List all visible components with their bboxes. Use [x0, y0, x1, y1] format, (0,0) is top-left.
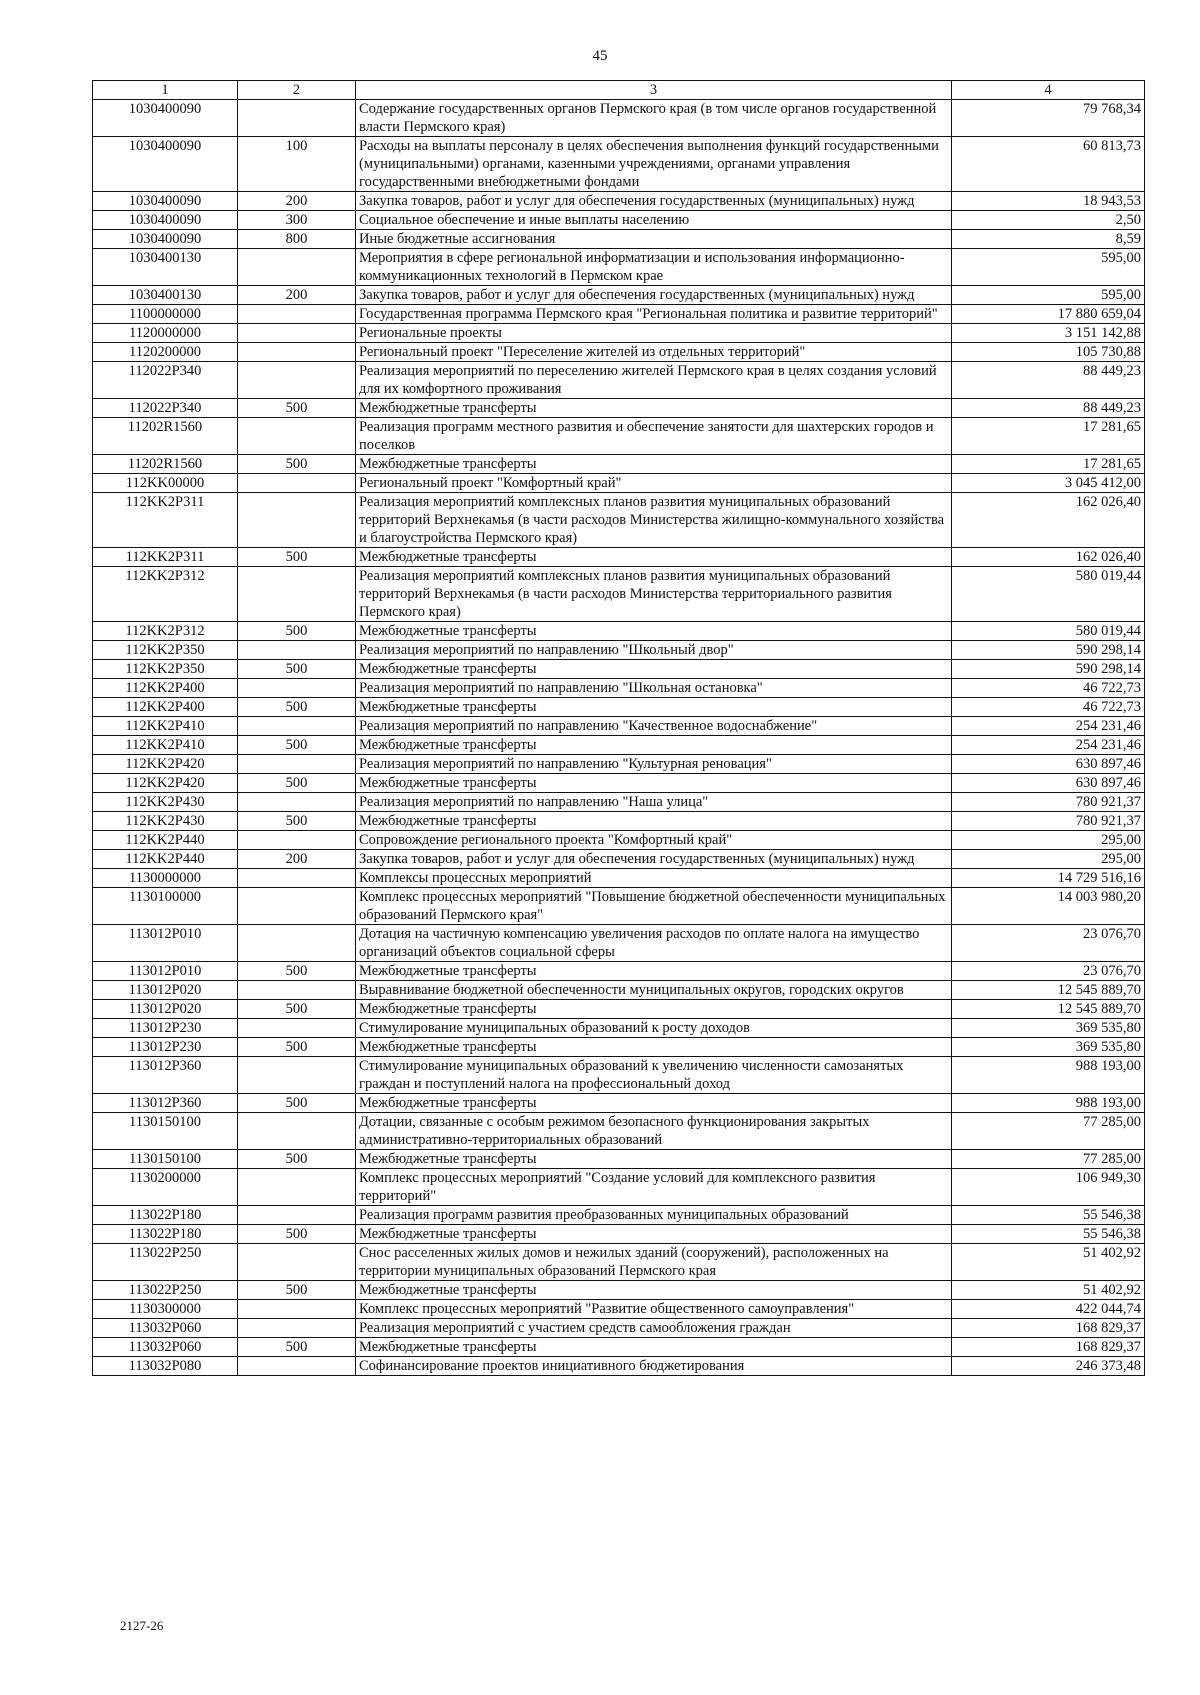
- row-amount: 79 768,34: [952, 100, 1145, 137]
- table-row: [93, 1150, 1145, 1169]
- row-expense-type: [238, 1357, 356, 1376]
- row-code: 1030400090: [93, 192, 238, 211]
- row-name: Реализация мероприятий по направлению "Школьный двор": [356, 641, 952, 660]
- row-amount: 3 151 142,88: [952, 324, 1145, 343]
- table-row: [93, 362, 1145, 399]
- row-expense-type: [238, 888, 356, 925]
- row-amount: 580 019,44: [952, 622, 1145, 641]
- table-row: [93, 660, 1145, 679]
- row-name: Закупка товаров, работ и услуг для обеспечения государственных (муниципальных) нужд: [356, 286, 952, 305]
- row-name: Межбюджетные трансферты: [356, 812, 952, 831]
- row-code: 112KK2P312: [93, 567, 238, 622]
- row-name: Межбюджетные трансферты: [356, 1150, 952, 1169]
- row-amount: 590 298,14: [952, 660, 1145, 679]
- table-row: [93, 493, 1145, 548]
- row-amount: 12 545 889,70: [952, 1000, 1145, 1019]
- row-name: Иные бюджетные ассигнования: [356, 230, 952, 249]
- table-row: [93, 831, 1145, 850]
- table-row: [93, 812, 1145, 831]
- row-name: Межбюджетные трансферты: [356, 1225, 952, 1244]
- row-name: Межбюджетные трансферты: [356, 1094, 952, 1113]
- table-row: [93, 100, 1145, 137]
- row-expense-type: 500: [238, 660, 356, 679]
- row-name: Межбюджетные трансферты: [356, 698, 952, 717]
- table-row: [93, 698, 1145, 717]
- row-expense-type: 500: [238, 1281, 356, 1300]
- row-expense-type: [238, 324, 356, 343]
- table-row: [93, 455, 1145, 474]
- row-expense-type: 200: [238, 286, 356, 305]
- row-name: Реализация мероприятий по направлению "Культурная реновация": [356, 755, 952, 774]
- row-code: 112KK2P400: [93, 679, 238, 698]
- row-expense-type: [238, 831, 356, 850]
- table-row: [93, 137, 1145, 192]
- table-row: [93, 774, 1145, 793]
- table-row: [93, 1357, 1145, 1376]
- row-code: 11202R1560: [93, 455, 238, 474]
- row-expense-type: 500: [238, 1094, 356, 1113]
- row-expense-type: [238, 493, 356, 548]
- table-row: [93, 474, 1145, 493]
- row-name: Комплекс процессных мероприятий "Создание условий для комплексного развития территорий": [356, 1169, 952, 1206]
- row-expense-type: [238, 793, 356, 812]
- table-row: [93, 286, 1145, 305]
- row-name: Дотация на частичную компенсацию увеличения расходов по оплате налога на имущество организаций объектов социальной сферы: [356, 925, 952, 962]
- document-code: 2127-26: [120, 1618, 164, 1633]
- header-col-3: 3: [356, 81, 952, 100]
- table-row: [93, 324, 1145, 343]
- row-name: Стимулирование муниципальных образований к увеличению численности самозанятых граждан и поступлений налога на профессиональный доход: [356, 1057, 952, 1094]
- row-amount: 369 535,80: [952, 1038, 1145, 1057]
- row-amount: 590 298,14: [952, 641, 1145, 660]
- row-amount: 295,00: [952, 850, 1145, 869]
- row-code: 112KK2P420: [93, 755, 238, 774]
- header-col-4: 4: [952, 81, 1145, 100]
- row-amount: 780 921,37: [952, 812, 1145, 831]
- row-expense-type: 500: [238, 399, 356, 418]
- row-amount: 595,00: [952, 286, 1145, 305]
- row-code: 1030400130: [93, 286, 238, 305]
- row-expense-type: 500: [238, 455, 356, 474]
- row-expense-type: [238, 755, 356, 774]
- row-expense-type: 500: [238, 548, 356, 567]
- row-amount: 254 231,46: [952, 736, 1145, 755]
- row-amount: 17 281,65: [952, 418, 1145, 455]
- row-code: 113032P080: [93, 1357, 238, 1376]
- row-amount: 88 449,23: [952, 399, 1145, 418]
- row-code: 112KK2P410: [93, 717, 238, 736]
- row-code: 112KK00000: [93, 474, 238, 493]
- row-code: 112022P340: [93, 362, 238, 399]
- row-expense-type: [238, 305, 356, 324]
- row-amount: 77 285,00: [952, 1113, 1145, 1150]
- row-code: 113012P360: [93, 1094, 238, 1113]
- row-expense-type: [238, 1319, 356, 1338]
- row-expense-type: 500: [238, 1150, 356, 1169]
- table-row: [93, 962, 1145, 981]
- row-code: 113032P060: [93, 1338, 238, 1357]
- row-amount: 295,00: [952, 831, 1145, 850]
- row-expense-type: 500: [238, 1000, 356, 1019]
- row-expense-type: [238, 925, 356, 962]
- row-amount: 8,59: [952, 230, 1145, 249]
- row-code: 1130150100: [93, 1150, 238, 1169]
- row-code: 113012P360: [93, 1057, 238, 1094]
- row-code: 112KK2P350: [93, 660, 238, 679]
- header-col-2: 2: [238, 81, 356, 100]
- row-code: 1030400090: [93, 211, 238, 230]
- row-code: 113012P010: [93, 925, 238, 962]
- row-name: Межбюджетные трансферты: [356, 736, 952, 755]
- row-amount: 168 829,37: [952, 1338, 1145, 1357]
- table-row: [93, 1057, 1145, 1094]
- table-row: [93, 1113, 1145, 1150]
- table-row: [93, 418, 1145, 455]
- row-code: 1100000000: [93, 305, 238, 324]
- table-row: [93, 1281, 1145, 1300]
- row-expense-type: 100: [238, 137, 356, 192]
- row-expense-type: [238, 641, 356, 660]
- row-code: 1130300000: [93, 1300, 238, 1319]
- row-amount: 162 026,40: [952, 493, 1145, 548]
- row-amount: 105 730,88: [952, 343, 1145, 362]
- row-name: Региональный проект "Переселение жителей из отдельных территорий": [356, 343, 952, 362]
- table-row: [93, 305, 1145, 324]
- table-row: [93, 717, 1145, 736]
- row-expense-type: 200: [238, 850, 356, 869]
- row-amount: 369 535,80: [952, 1019, 1145, 1038]
- row-expense-type: [238, 679, 356, 698]
- row-amount: 46 722,73: [952, 679, 1145, 698]
- row-expense-type: 500: [238, 812, 356, 831]
- row-amount: 246 373,48: [952, 1357, 1145, 1376]
- row-name: Софинансирование проектов инициативного бюджетирования: [356, 1357, 952, 1376]
- row-name: Межбюджетные трансферты: [356, 548, 952, 567]
- table-row: [93, 1319, 1145, 1338]
- row-expense-type: 800: [238, 230, 356, 249]
- row-code: 112KK2P440: [93, 831, 238, 850]
- row-code: 113012P020: [93, 981, 238, 1000]
- row-code: 112KK2P430: [93, 793, 238, 812]
- row-code: 1130100000: [93, 888, 238, 925]
- table-row: [93, 1038, 1145, 1057]
- row-name: Межбюджетные трансферты: [356, 1038, 952, 1057]
- row-name: Снос расселенных жилых домов и нежилых зданий (сооружений), расположенных на территории муниципальных образований Пермского края: [356, 1244, 952, 1281]
- row-code: 112KK2P400: [93, 698, 238, 717]
- row-amount: 23 076,70: [952, 925, 1145, 962]
- row-code: 113022P180: [93, 1206, 238, 1225]
- row-code: 1030400090: [93, 230, 238, 249]
- row-code: 112KK2P430: [93, 812, 238, 831]
- row-code: 1130200000: [93, 1169, 238, 1206]
- row-expense-type: 500: [238, 1225, 356, 1244]
- row-amount: 55 546,38: [952, 1206, 1145, 1225]
- row-expense-type: [238, 474, 356, 493]
- table-body: [93, 100, 1145, 1376]
- row-name: Сопровождение регионального проекта "Комфортный край": [356, 831, 952, 850]
- row-code: 1030400090: [93, 100, 238, 137]
- row-code: 112KK2P311: [93, 548, 238, 567]
- row-name: Выравнивание бюджетной обеспеченности муниципальных округов, городских округов: [356, 981, 952, 1000]
- row-expense-type: 500: [238, 774, 356, 793]
- row-expense-type: [238, 717, 356, 736]
- row-amount: 106 949,30: [952, 1169, 1145, 1206]
- row-expense-type: [238, 1169, 356, 1206]
- row-amount: 55 546,38: [952, 1225, 1145, 1244]
- row-amount: 630 897,46: [952, 774, 1145, 793]
- table-row: [93, 1244, 1145, 1281]
- table-row: [93, 1300, 1145, 1319]
- row-name: Содержание государственных органов Пермского края (в том числе органов государственной власти Пермского края): [356, 100, 952, 137]
- row-amount: 595,00: [952, 249, 1145, 286]
- row-code: 112KK2P420: [93, 774, 238, 793]
- row-amount: 580 019,44: [952, 567, 1145, 622]
- row-amount: 18 943,53: [952, 192, 1145, 211]
- row-expense-type: 500: [238, 1338, 356, 1357]
- row-expense-type: [238, 1019, 356, 1038]
- row-code: 1130000000: [93, 869, 238, 888]
- row-name: Государственная программа Пермского края "Региональная политика и развитие территорий": [356, 305, 952, 324]
- row-amount: 3 045 412,00: [952, 474, 1145, 493]
- row-name: Реализация программ развития преобразованных муниципальных образований: [356, 1206, 952, 1225]
- row-amount: 630 897,46: [952, 755, 1145, 774]
- table-row: [93, 793, 1145, 812]
- table-row: [93, 1000, 1145, 1019]
- row-amount: 60 813,73: [952, 137, 1145, 192]
- table-row: [93, 869, 1145, 888]
- row-name: Закупка товаров, работ и услуг для обеспечения государственных (муниципальных) нужд: [356, 850, 952, 869]
- table-row: [93, 981, 1145, 1000]
- row-code: 1120200000: [93, 343, 238, 362]
- row-name: Реализация мероприятий по переселению жителей Пермского края в целях создания условий для их комфортного проживания: [356, 362, 952, 399]
- row-code: 113022P250: [93, 1281, 238, 1300]
- row-name: Межбюджетные трансферты: [356, 622, 952, 641]
- row-expense-type: [238, 981, 356, 1000]
- row-expense-type: [238, 1057, 356, 1094]
- page-number: 45: [592, 48, 608, 64]
- row-expense-type: [238, 343, 356, 362]
- row-expense-type: 500: [238, 698, 356, 717]
- row-expense-type: 500: [238, 962, 356, 981]
- row-code: 1030400090: [93, 137, 238, 192]
- table-row: [93, 1169, 1145, 1206]
- row-amount: 780 921,37: [952, 793, 1145, 812]
- row-name: Межбюджетные трансферты: [356, 1338, 952, 1357]
- table-row: [93, 567, 1145, 622]
- row-name: Дотации, связанные с особым режимом безопасного функционирования закрытых административно-территориальных образований: [356, 1113, 952, 1150]
- row-expense-type: 500: [238, 622, 356, 641]
- header-col-1: 1: [93, 81, 238, 100]
- row-expense-type: 200: [238, 192, 356, 211]
- row-code: 112KK2P312: [93, 622, 238, 641]
- row-name: Региональные проекты: [356, 324, 952, 343]
- row-name: Реализация мероприятий комплексных планов развития муниципальных образований территорий Верхнекамья (в части расходов Министерства территориального развития Пермского края): [356, 567, 952, 622]
- table-row: [93, 1094, 1145, 1113]
- row-name: Межбюджетные трансферты: [356, 455, 952, 474]
- row-expense-type: 300: [238, 211, 356, 230]
- row-name: Межбюджетные трансферты: [356, 660, 952, 679]
- row-code: 113012P020: [93, 1000, 238, 1019]
- row-name: Реализация мероприятий комплексных планов развития муниципальных образований территорий Верхнекамья (в части расходов Министерства жилищно-коммунального хозяйства и благоустройства Пермского края): [356, 493, 952, 548]
- row-amount: 51 402,92: [952, 1281, 1145, 1300]
- row-amount: 17 880 659,04: [952, 305, 1145, 324]
- row-expense-type: [238, 418, 356, 455]
- row-code: 113022P250: [93, 1244, 238, 1281]
- table-row: [93, 641, 1145, 660]
- table-row: [93, 888, 1145, 925]
- row-name: Комплексы процессных мероприятий: [356, 869, 952, 888]
- table-row: [93, 850, 1145, 869]
- row-amount: 14 729 516,16: [952, 869, 1145, 888]
- row-code: 113032P060: [93, 1319, 238, 1338]
- row-name: Региональный проект "Комфортный край": [356, 474, 952, 493]
- row-amount: 14 003 980,20: [952, 888, 1145, 925]
- row-amount: 162 026,40: [952, 548, 1145, 567]
- table-row: [93, 548, 1145, 567]
- table-row: [93, 399, 1145, 418]
- row-expense-type: [238, 869, 356, 888]
- row-expense-type: [238, 249, 356, 286]
- row-amount: 17 281,65: [952, 455, 1145, 474]
- row-name: Межбюджетные трансферты: [356, 1281, 952, 1300]
- row-name: Закупка товаров, работ и услуг для обеспечения государственных (муниципальных) нужд: [356, 192, 952, 211]
- budget-table: [92, 80, 1145, 1376]
- row-code: 112KK2P350: [93, 641, 238, 660]
- table-row: [93, 1225, 1145, 1244]
- row-amount: 23 076,70: [952, 962, 1145, 981]
- row-amount: 51 402,92: [952, 1244, 1145, 1281]
- row-name: Межбюджетные трансферты: [356, 1000, 952, 1019]
- row-amount: 254 231,46: [952, 717, 1145, 736]
- row-name: Реализация мероприятий по направлению "Наша улица": [356, 793, 952, 812]
- row-expense-type: 500: [238, 1038, 356, 1057]
- table-row: [93, 230, 1145, 249]
- row-amount: 77 285,00: [952, 1150, 1145, 1169]
- row-expense-type: [238, 1300, 356, 1319]
- row-code: 112KK2P311: [93, 493, 238, 548]
- row-amount: 988 193,00: [952, 1094, 1145, 1113]
- row-amount: 46 722,73: [952, 698, 1145, 717]
- row-amount: 2,50: [952, 211, 1145, 230]
- row-amount: 12 545 889,70: [952, 981, 1145, 1000]
- table-row: [93, 925, 1145, 962]
- row-expense-type: [238, 100, 356, 137]
- row-amount: 422 044,74: [952, 1300, 1145, 1319]
- table-row: [93, 249, 1145, 286]
- row-code: 1030400130: [93, 249, 238, 286]
- row-expense-type: [238, 567, 356, 622]
- row-name: Социальное обеспечение и иные выплаты населению: [356, 211, 952, 230]
- row-name: Расходы на выплаты персоналу в целях обеспечения выполнения функций государственными (муниципальными) органами, казенными учреждениями, органами управления государственными внебюджетными фондами: [356, 137, 952, 192]
- row-expense-type: [238, 1244, 356, 1281]
- row-name: Межбюджетные трансферты: [356, 774, 952, 793]
- table-row: [93, 622, 1145, 641]
- row-expense-type: [238, 1113, 356, 1150]
- row-code: 1130150100: [93, 1113, 238, 1150]
- row-name: Мероприятия в сфере региональной информатизации и использования информационно-коммуникационных технологий в Пермском крае: [356, 249, 952, 286]
- table-row: [93, 1206, 1145, 1225]
- table-row: [93, 736, 1145, 755]
- row-name: Межбюджетные трансферты: [356, 399, 952, 418]
- row-name: Комплекс процессных мероприятий "Повышение бюджетной обеспеченности муниципальных образований Пермского края": [356, 888, 952, 925]
- row-name: Комплекс процессных мероприятий "Развитие общественного самоуправления": [356, 1300, 952, 1319]
- row-name: Стимулирование муниципальных образований к росту доходов: [356, 1019, 952, 1038]
- row-code: 113012P230: [93, 1019, 238, 1038]
- table-row: [93, 211, 1145, 230]
- row-name: Реализация мероприятий по направлению "Качественное водоснабжение": [356, 717, 952, 736]
- row-code: 113012P230: [93, 1038, 238, 1057]
- row-code: 113012P010: [93, 962, 238, 981]
- table-header-row: [93, 81, 1145, 100]
- row-amount: 88 449,23: [952, 362, 1145, 399]
- row-expense-type: [238, 362, 356, 399]
- table-row: [93, 1019, 1145, 1038]
- row-expense-type: 500: [238, 736, 356, 755]
- row-name: Реализация мероприятий по направлению "Школьная остановка": [356, 679, 952, 698]
- row-code: 1120000000: [93, 324, 238, 343]
- row-code: 112KK2P410: [93, 736, 238, 755]
- row-amount: 168 829,37: [952, 1319, 1145, 1338]
- row-code: 11202R1560: [93, 418, 238, 455]
- table-row: [93, 1338, 1145, 1357]
- table-row: [93, 343, 1145, 362]
- table-row: [93, 679, 1145, 698]
- row-name: Межбюджетные трансферты: [356, 962, 952, 981]
- row-code: 112KK2P440: [93, 850, 238, 869]
- row-code: 113022P180: [93, 1225, 238, 1244]
- row-expense-type: [238, 1206, 356, 1225]
- row-name: Реализация программ местного развития и обеспечение занятости для шахтерских городов и поселков: [356, 418, 952, 455]
- table-row: [93, 192, 1145, 211]
- table-row: [93, 755, 1145, 774]
- row-code: 112022P340: [93, 399, 238, 418]
- row-name: Реализация мероприятий с участием средств самообложения граждан: [356, 1319, 952, 1338]
- row-amount: 988 193,00: [952, 1057, 1145, 1094]
